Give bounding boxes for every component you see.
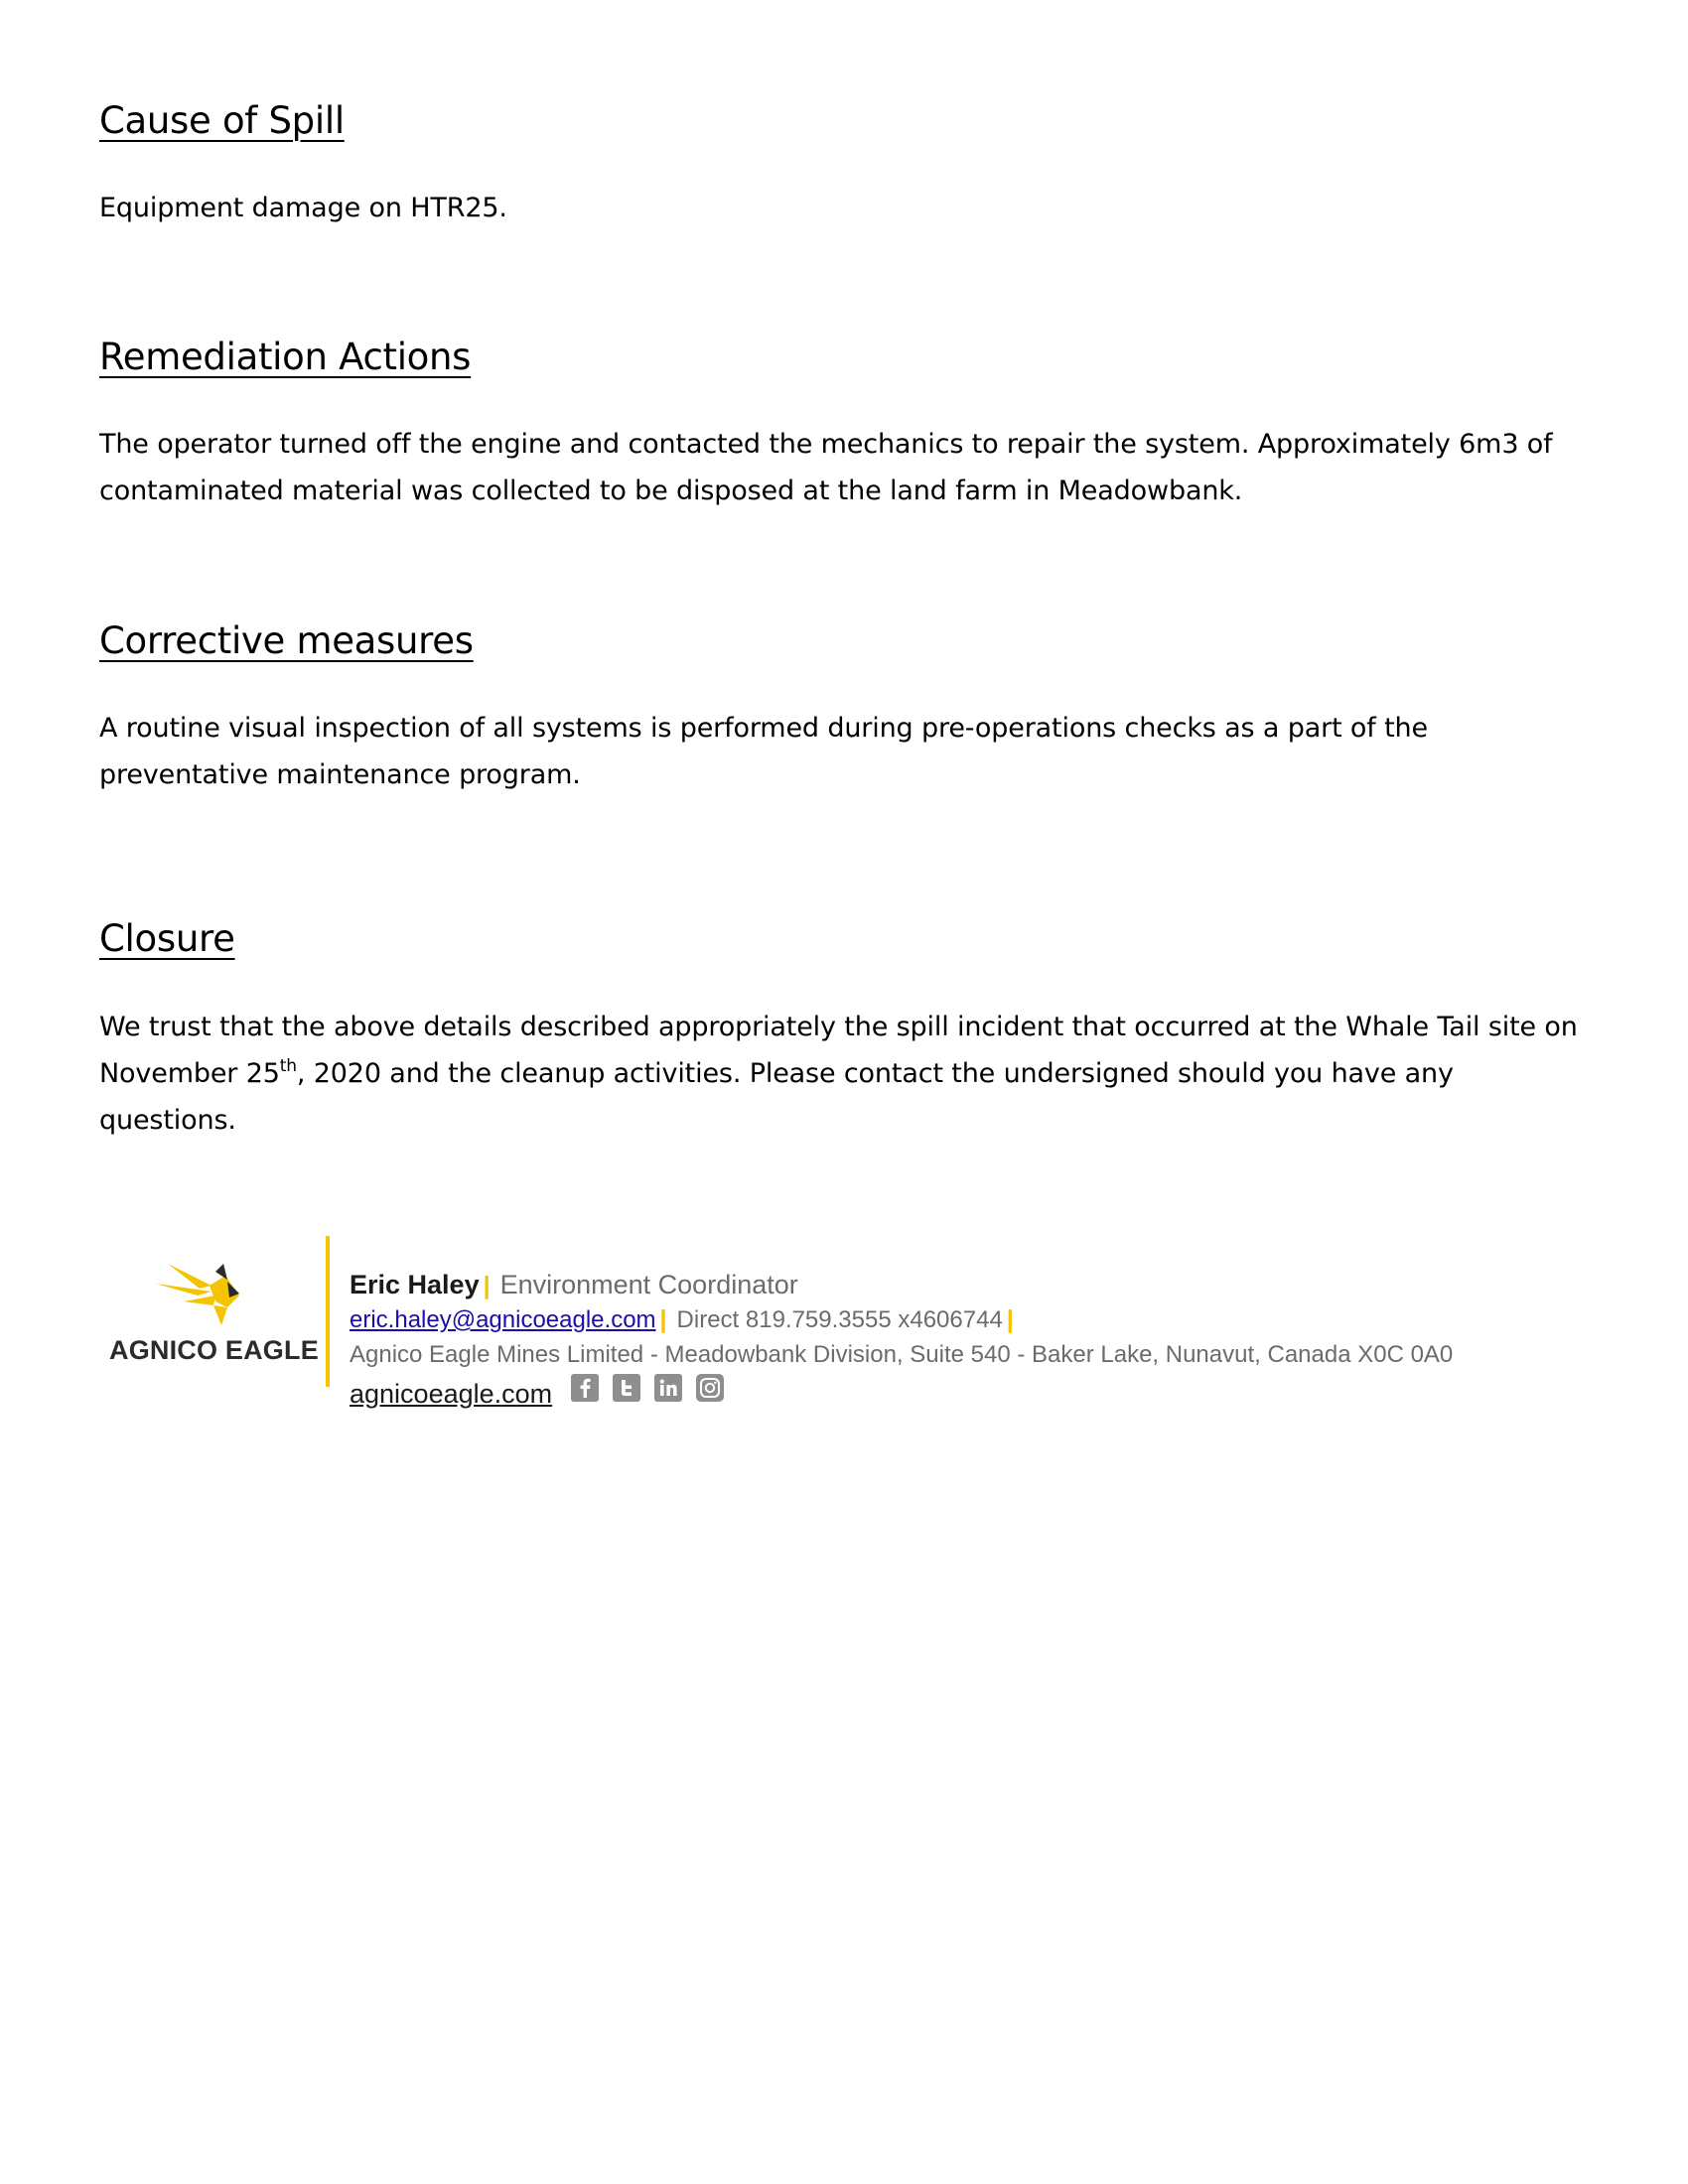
contact-row bbox=[350, 1302, 1453, 1337]
heading-closure: Closure bbox=[99, 917, 235, 960]
body-closure bbox=[99, 1004, 1599, 1144]
twitter-icon[interactable] bbox=[613, 1374, 640, 1402]
direct-phone: Direct 819.759.3555 x4606744 bbox=[676, 1306, 1003, 1333]
closure-text-part2: , 2020 and the cleanup activities. Please contact the undersigned should you have any questions. bbox=[99, 1058, 1454, 1136]
social-icons bbox=[571, 1366, 738, 1410]
separator: | bbox=[483, 1272, 491, 1299]
body-cause-of-spill: Equipment damage on HTR25. bbox=[99, 193, 507, 223]
agnico-eagle-logo bbox=[99, 1256, 323, 1375]
address-row bbox=[350, 1337, 1453, 1372]
name-row bbox=[350, 1268, 1453, 1302]
signature-details bbox=[350, 1268, 1453, 1416]
facebook-icon[interactable] bbox=[571, 1374, 599, 1402]
body-corrective-measures: A routine visual inspection of all systems is performed during pre-operations checks as a part of the preventative maintenance program. bbox=[99, 713, 1428, 790]
closure-superscript: th bbox=[279, 1056, 297, 1076]
closure-text-part1: We trust that the above details described appropriately the spill incident that occurred at the Whale Tail site on November 25 bbox=[99, 1012, 1578, 1089]
linkedin-icon[interactable] bbox=[654, 1374, 682, 1402]
heading-cause-of-spill: Cause of Spill bbox=[99, 99, 345, 142]
signer-name: Eric Haley bbox=[350, 1270, 480, 1299]
email-signature bbox=[99, 1236, 1539, 1415]
body-remediation-actions: The operator turned off the engine and contacted the mechanics to repair the system. Approximately 6m3 of contaminated material was collected to be disposed at the land farm in Meadowbank. bbox=[99, 429, 1553, 506]
instagram-icon[interactable] bbox=[696, 1374, 724, 1402]
separator: | bbox=[1006, 1305, 1014, 1333]
email-link[interactable]: eric.haley@agnicoeagle.com bbox=[350, 1306, 656, 1333]
separator: | bbox=[659, 1305, 667, 1333]
signature-divider bbox=[326, 1236, 330, 1387]
company-address: Agnico Eagle Mines Limited - Meadowbank Division, Suite 540 - Baker Lake, Nunavut, Canada X0C 0A0 bbox=[350, 1341, 1454, 1368]
signer-title: Environment Coordinator bbox=[499, 1270, 798, 1299]
eagle-icon bbox=[154, 1256, 253, 1330]
heading-corrective-measures: Corrective measures bbox=[99, 619, 474, 662]
heading-remediation-actions: Remediation Actions bbox=[99, 336, 472, 378]
website-row bbox=[350, 1372, 1453, 1416]
logo-text: AGNICO EAGLE bbox=[109, 1335, 319, 1365]
website-link[interactable]: agnicoeagle.com bbox=[350, 1379, 553, 1409]
